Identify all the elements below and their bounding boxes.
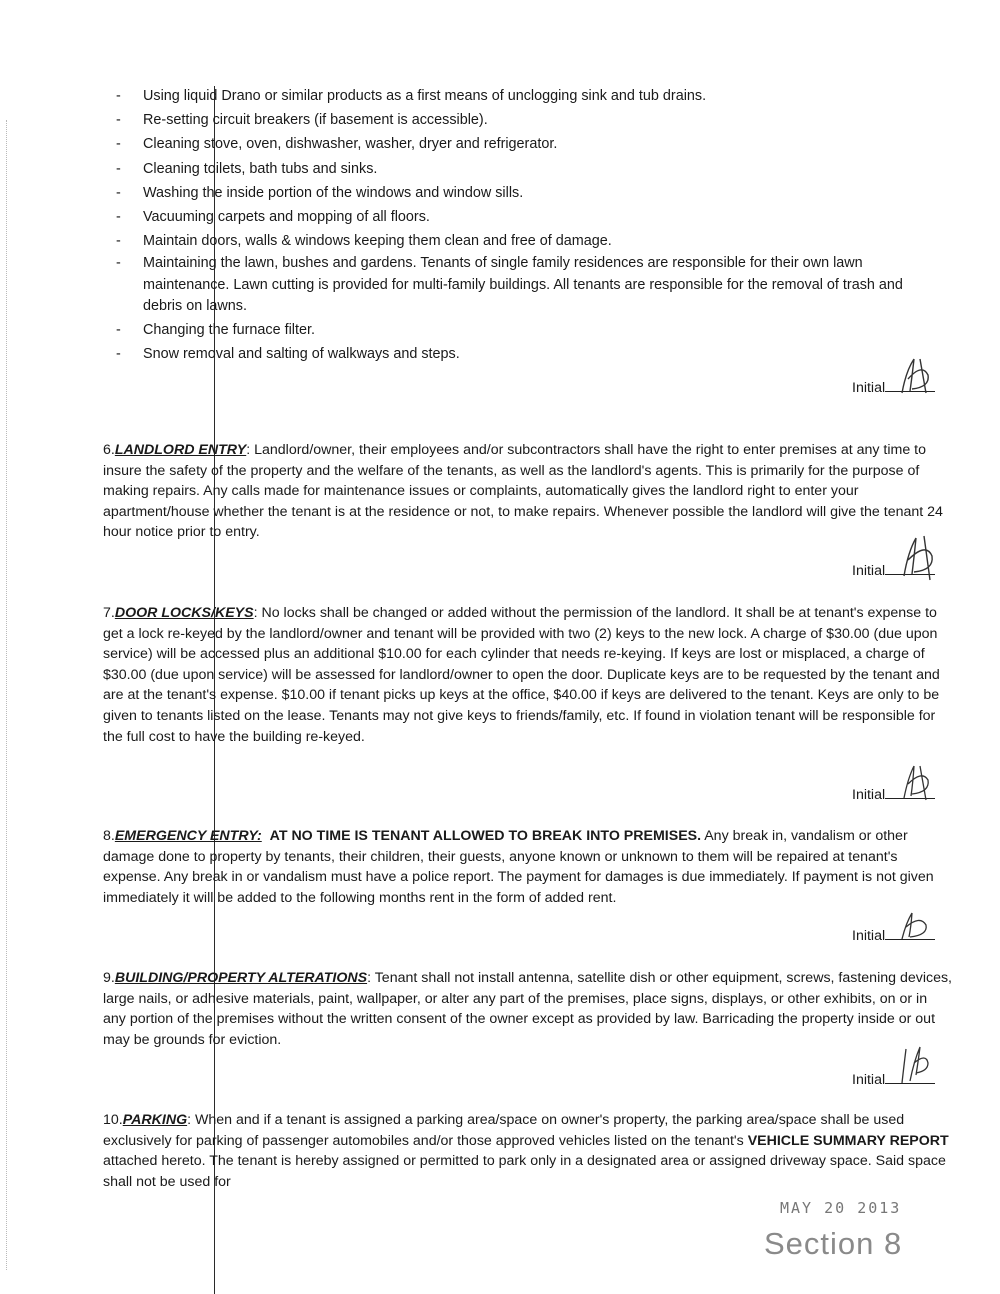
section-number: 8. (103, 828, 115, 844)
section-heading: BUILDING/PROPERTY ALTERATIONS (114, 970, 368, 986)
section-8-stamp: Section 8 (764, 1226, 903, 1261)
section-door-locks-keys (103, 603, 953, 747)
initial-line (852, 379, 935, 396)
section-body: : Landlord/owner, their employees and/or subcontractors shall have the right to enter premises at any time to insure the safety of the property and the welfare of the tenants, as well as the landlord's agents. This is primarily for the purpose of making repairs. Any calls made for maintenance issues or complaints, automatically gives the landlord right to enter your apartment/house whether the tenant is at the residence or not, to make repairs. Whenever possible the landlord will give the tenant 24 hour notice prior to entry. (103, 442, 943, 541)
scan-edge-marks (6, 120, 9, 1270)
list-item: - Maintaining the lawn, bushes and gardens. Tenants of single family residences are responsible for their own lawn maintenance. Lawn cutting is provided for multi-family buildings. All tenants are responsible for the removal of trash and debris on lawns. (116, 253, 946, 318)
initial-label: Initial (852, 563, 886, 579)
list-item: - Washing the inside portion of the windows and window sills. (116, 181, 946, 205)
section-number: 10. (103, 1112, 123, 1128)
section-warning: AT NO TIME IS TENANT ALLOWED TO BREAK INTO PREMISES. (269, 828, 702, 844)
tenant-responsibilities-list (116, 84, 946, 366)
list-item: - Using liquid Drano or similar products as a first means of unclogging sink and tub drains. (116, 84, 946, 108)
section-building-alterations (103, 968, 953, 1050)
section-number: 9. (103, 970, 115, 986)
section-parking (103, 1110, 953, 1192)
section-heading: LANDLORD ENTRY (114, 442, 247, 458)
initial-label: Initial (852, 380, 886, 396)
section-number: 7. (103, 605, 115, 621)
list-item: - Cleaning stove, oven, dishwasher, washer, dryer and refrigerator. (116, 132, 946, 156)
section-body: : Tenant shall not install antenna, satellite dish or other equipment, screws, fastening devices, large nails, or adhesive materials, paint, wallpaper, or alter any part of the premises, place signs, displays, or other exhibits, on or in any portion of the premises without the written consent of the owner except as provided by law. Barricading the property inside or out may be grounds for eviction. (103, 970, 952, 1048)
initial-line (852, 927, 935, 944)
handwritten-initial-signature (898, 760, 938, 804)
section-number: 6. (103, 442, 115, 458)
list-item: - Snow removal and salting of walkways and steps. (116, 342, 946, 366)
initial-line (852, 562, 935, 579)
initial-label: Initial (852, 787, 886, 803)
section-body: Any break in, vandalism or other damage done to property by tenants, their children, their guests, anyone known or unknown to them will be repaired at tenant's expense. Any break in or vandalism must have a police report. The payment for damages is due immediately. If payment is not given immediately it will be added to the following months rent in the form of added rent. (103, 828, 934, 906)
list-item: - Re-setting circuit breakers (if basement is accessible). (116, 108, 946, 132)
handwritten-initial-signature (896, 909, 936, 945)
handwritten-initial-signature (896, 353, 936, 399)
initial-line (852, 786, 935, 803)
section-body: : No locks shall be changed or added without the permission of the landlord. It shall be at tenant's expense to get a lock re-keyed by the landlord/owner and tenant will be provided with two (2) keys to the new lock. A charge of $30.00 (due upon service) will be accessed plus an additional $10.00 for each cylinder that needs re-keying. If keys are lost or misplaced, a charge of $30.00 (due upon service) will be assessed for landlord/owner to open the door. Duplicate keys are to be requested by the tenant and are at the tenant's expense. $10.00 if tenant picks up keys at the office, $40.00 if keys are delivered to the tenant. Keys are only to be given to tenants listed on the lease. Tenants may not give keys to friends/family, etc. If found in violation tenant will be responsible for the full cost to have the building re-keyed. (103, 605, 940, 745)
section-body: : When and if a tenant is assigned a parking area/space on owner's property, the parking area/space shall be used exclusively for parking of passenger automobiles and/or those approved vehicles listed on the tenant's (103, 1112, 905, 1149)
section-body-continued: attached hereto. The tenant is hereby assigned or permitted to park only in a designated area or assigned driveway space. Said space shall not be used for (103, 1153, 946, 1190)
initial-label: Initial (852, 928, 886, 944)
list-item: - Maintain doors, walls & windows keeping them clean and free of damage. (116, 229, 946, 253)
list-item: - Cleaning toilets, bath tubs and sinks. (116, 157, 946, 181)
section-heading: EMERGENCY ENTRY: (114, 828, 262, 844)
section-heading: DOOR LOCKS/KEYS (114, 605, 254, 621)
received-date-stamp: MAY 20 2013 (780, 1199, 902, 1217)
list-item: - Changing the furnace filter. (116, 318, 946, 342)
list-item: - Vacuuming carpets and mopping of all floors. (116, 205, 946, 229)
section-heading: PARKING (122, 1112, 188, 1128)
section-landlord-entry (103, 440, 953, 543)
vehicle-summary-report-ref: VEHICLE SUMMARY REPORT (747, 1132, 949, 1149)
initial-line (852, 1071, 935, 1088)
initial-label: Initial (852, 1072, 886, 1088)
section-emergency-entry (103, 826, 953, 908)
